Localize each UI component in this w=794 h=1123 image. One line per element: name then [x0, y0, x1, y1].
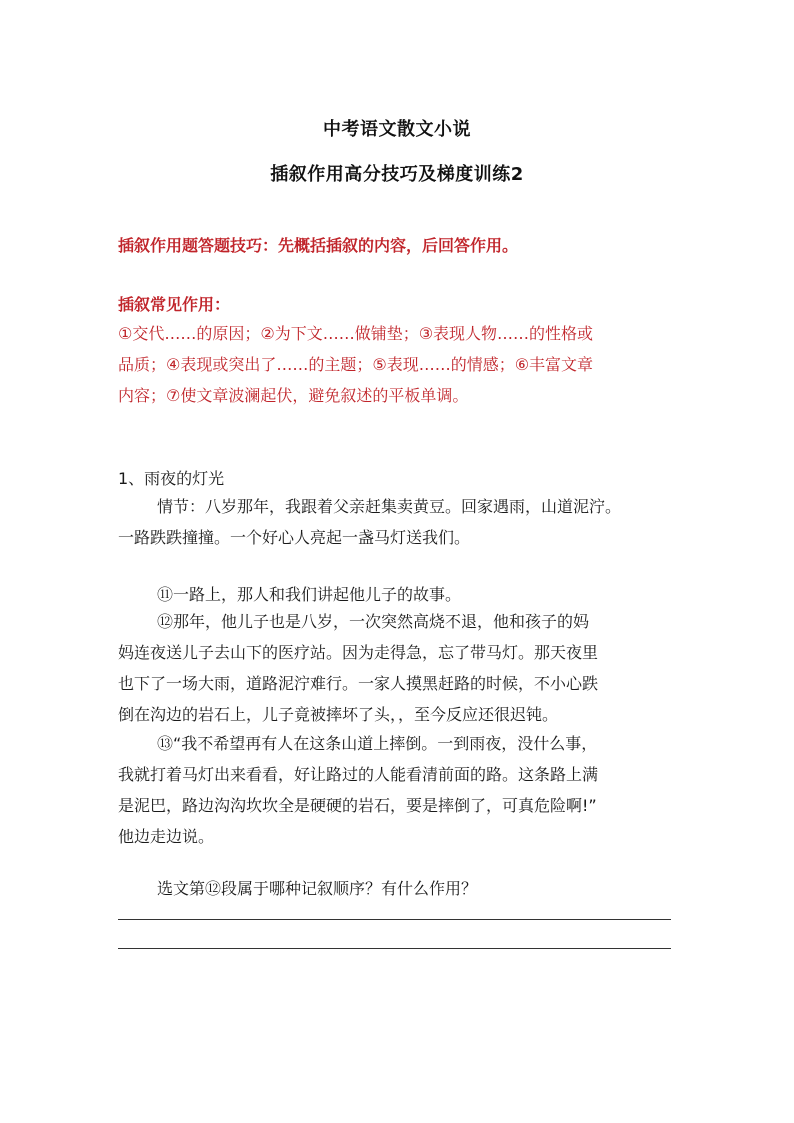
paragraph-line: 倒在沟边的岩石上，儿子竟被摔坏了头，，至今反应还很迟钝。 [118, 705, 559, 724]
page-title: 中考语文散文小说 [323, 119, 471, 140]
exercise-question [118, 873, 678, 904]
plot-summary [118, 491, 678, 553]
paragraph-line: ⑪一路上，那人和我们讲起他儿子的故事。 [157, 585, 462, 604]
common-functions-line: ①交代……的原因；②为下文……做铺垫；③表现人物……的性格或 [118, 324, 594, 343]
section-title: 1、雨夜的灯光 [118, 469, 225, 488]
plot-line: 一路跌跌撞撞。一个好心人亮起一盏马灯送我们。 [118, 528, 471, 547]
common-functions-heading: 插叙常见作用： [118, 295, 231, 314]
answer-tips: 插叙作用题答题技巧：先概括插叙的内容，后回答作用。 [118, 236, 519, 255]
plot-line: 情节：八岁那年，我跟着父亲赶集卖黄豆。回家遇雨，山道泥泞。 [157, 497, 622, 516]
common-functions-line: 品质；④表现或突出了……的主题；⑤表现……的情感；⑥丰富文章 [118, 355, 594, 374]
common-functions-list [118, 318, 680, 411]
answer-line[interactable] [118, 919, 671, 920]
paragraph-12 [118, 606, 678, 730]
page-subtitle: 插叙作用高分技巧及梯度训练2 [270, 164, 524, 185]
common-functions-line: 内容；⑦使文章波澜起伏，避免叙述的平板单调。 [118, 386, 469, 405]
paragraph-line: ⑫那年，他儿子也是八岁，一次突然高烧不退，他和孩子的妈 [157, 612, 590, 631]
answer-line[interactable] [118, 948, 671, 949]
paragraph-line: 也下了一场大雨，道路泥泞难行。一家人摸黑赶路的时候，不小心跌 [118, 674, 599, 693]
question-text: 选文第⑫段属于哪种记叙顺序？有什么作用？ [157, 879, 478, 898]
paragraph-line: ⑬“我不希望再有人在这条山道上摔倒。一到雨夜，没什么事， [157, 734, 598, 753]
paragraph-line: 我就打着马灯出来看看，好让路过的人能看清前面的路。这条路上满 [118, 765, 599, 784]
paragraph-line: 妈连夜送儿子去山下的医疗站。因为走得急，忘了带马灯。那天夜里 [118, 643, 599, 662]
paragraph-line: 他边走边说。 [118, 827, 215, 846]
paragraph-13 [118, 728, 678, 852]
paragraph-line: 是泥巴，路边沟沟坎坎全是硬硬的岩石，要是摔倒了，可真危险啊!” [118, 796, 597, 815]
